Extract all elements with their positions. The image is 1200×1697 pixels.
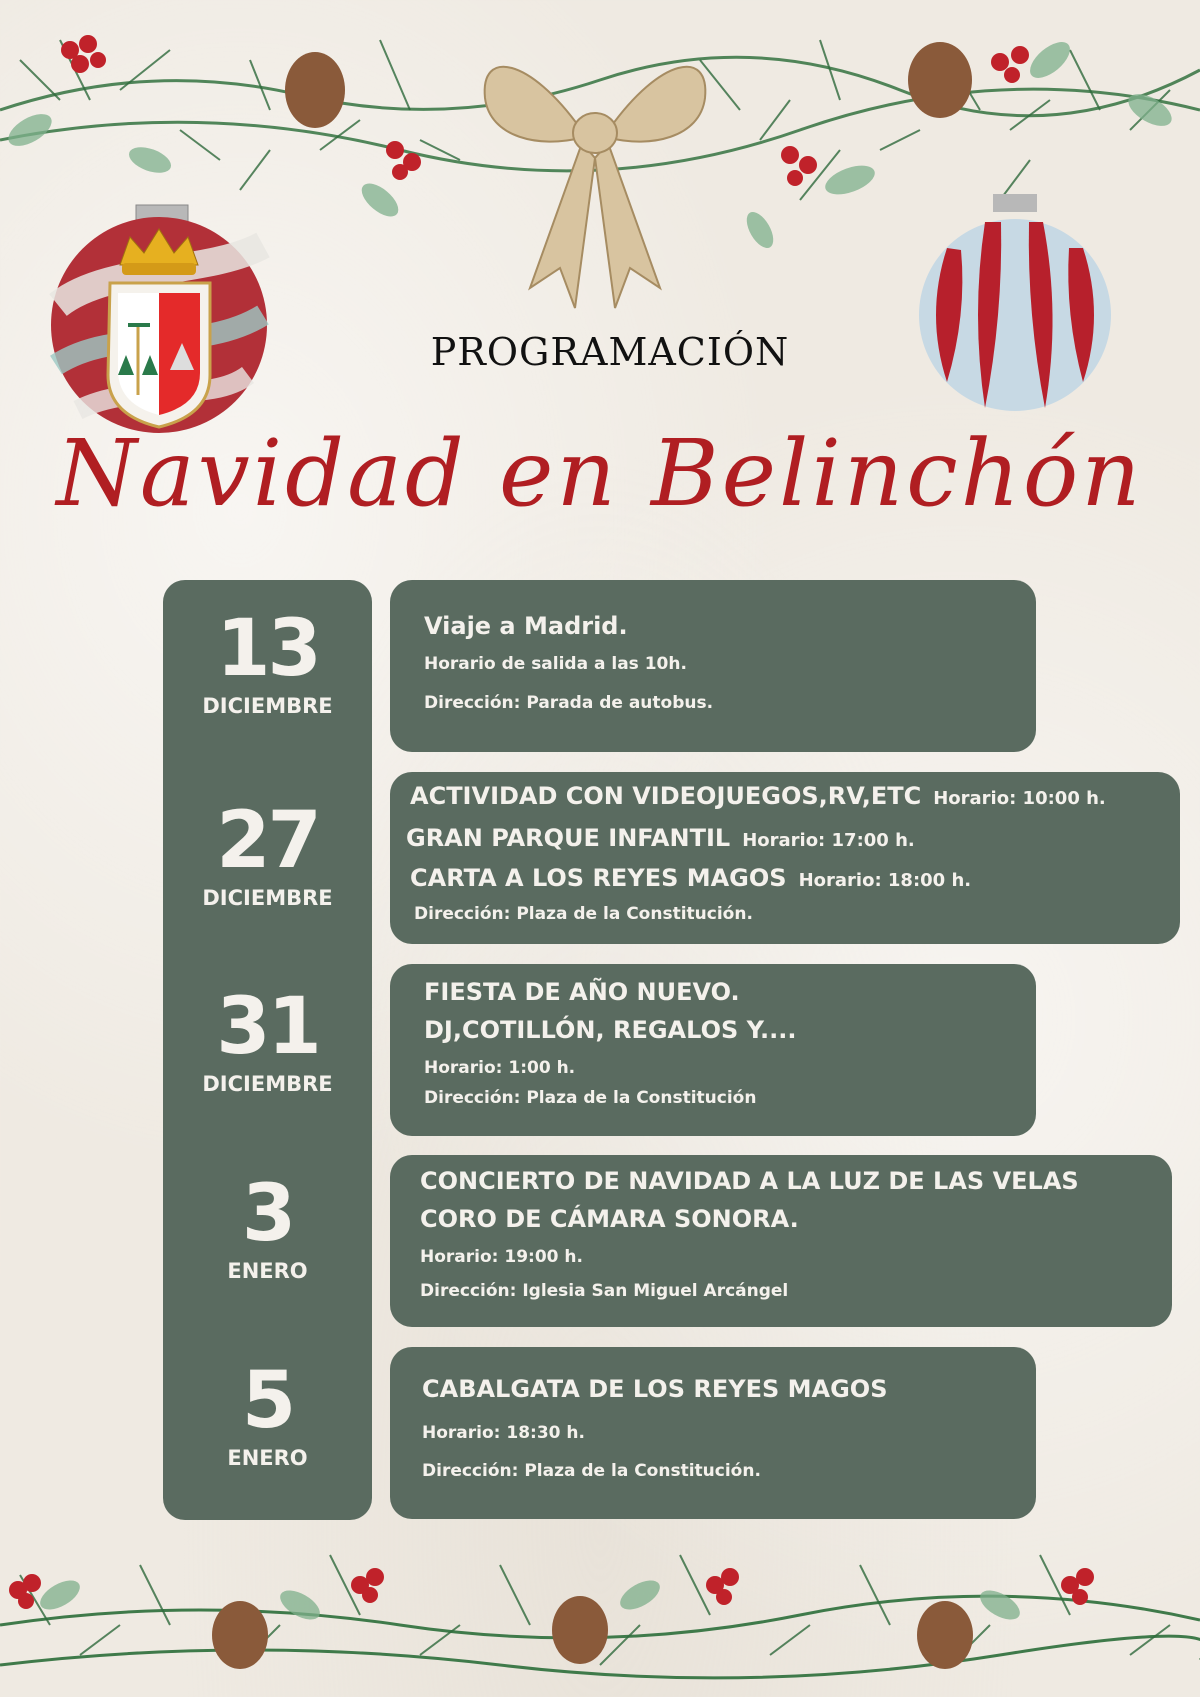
pine-garland-bottom <box>0 1535 1200 1697</box>
event-card-fiesta-ano-nuevo <box>390 964 1036 1136</box>
activity-videojuegos <box>410 782 1106 810</box>
event-card-actividades <box>390 772 1180 944</box>
event-location: Dirección: Iglesia San Miguel Arcángel <box>420 1281 789 1301</box>
event-card-viaje-madrid <box>390 580 1036 752</box>
event-schedule: Horario: 1:00 h. <box>424 1058 576 1078</box>
activity-name: GRAN PARQUE INFANTIL <box>406 824 731 852</box>
ornament-with-crest <box>48 165 270 440</box>
event-location: Dirección: Plaza de la Constitución. <box>414 904 753 924</box>
activity-carta-reyes <box>410 864 971 892</box>
event-title-line2: CORO DE CÁMARA SONORA. <box>420 1205 799 1233</box>
burlap-bow-icon <box>470 18 720 318</box>
event-schedule: Horario de salida a las 10h. <box>424 654 687 674</box>
activity-time: Horario: 18:00 h. <box>798 870 972 891</box>
date-month: DICIEMBRE <box>202 694 333 718</box>
date-day: 27 <box>216 796 319 886</box>
activity-name: ACTIVIDAD CON VIDEOJUEGOS,RV,ETC <box>410 782 922 810</box>
activity-time: Horario: 10:00 h. <box>933 788 1106 809</box>
date-27-dec <box>163 796 372 910</box>
date-3-jan <box>163 1169 372 1283</box>
date-day: 5 <box>241 1356 294 1446</box>
event-card-cabalgata <box>390 1347 1036 1519</box>
date-month: DICIEMBRE <box>202 886 333 910</box>
date-day: 31 <box>216 982 319 1072</box>
date-month: ENERO <box>227 1259 308 1283</box>
page-title: Navidad en Belinchón <box>56 420 1144 527</box>
event-title-line1: CONCIERTO DE NAVIDAD A LA LUZ DE LAS VELAS <box>420 1167 1079 1195</box>
activity-name: CARTA A LOS REYES MAGOS <box>410 864 787 892</box>
date-day: 13 <box>216 604 319 694</box>
event-location: Dirección: Plaza de la Constitución. <box>422 1461 761 1481</box>
striped-ornament-icon <box>915 190 1115 415</box>
date-month: ENERO <box>227 1446 308 1470</box>
date-column <box>163 580 372 1520</box>
event-card-concierto <box>390 1155 1172 1327</box>
activity-time: Horario: 17:00 h. <box>742 830 915 851</box>
date-day: 3 <box>241 1169 294 1259</box>
event-title: CABALGATA DE LOS REYES MAGOS <box>422 1375 888 1403</box>
event-location: Dirección: Parada de autobus. <box>424 693 714 713</box>
date-month: DICIEMBRE <box>202 1072 333 1096</box>
event-location: Dirección: Plaza de la Constitución <box>424 1088 757 1108</box>
event-title-line2: DJ,COTILLÓN, REGALOS Y.... <box>424 1016 797 1044</box>
event-title-line1: FIESTA DE AÑO NUEVO. <box>424 978 740 1006</box>
date-13-dec <box>163 604 372 718</box>
event-schedule: Horario: 18:30 h. <box>422 1423 585 1443</box>
date-5-jan <box>163 1356 372 1470</box>
event-schedule: Horario: 19:00 h. <box>420 1247 583 1267</box>
event-title: Viaje a Madrid. <box>424 612 628 640</box>
page-subtitle: PROGRAMACIÓN <box>430 330 790 374</box>
activity-parque-infantil <box>406 824 915 852</box>
date-31-dec <box>163 982 372 1096</box>
